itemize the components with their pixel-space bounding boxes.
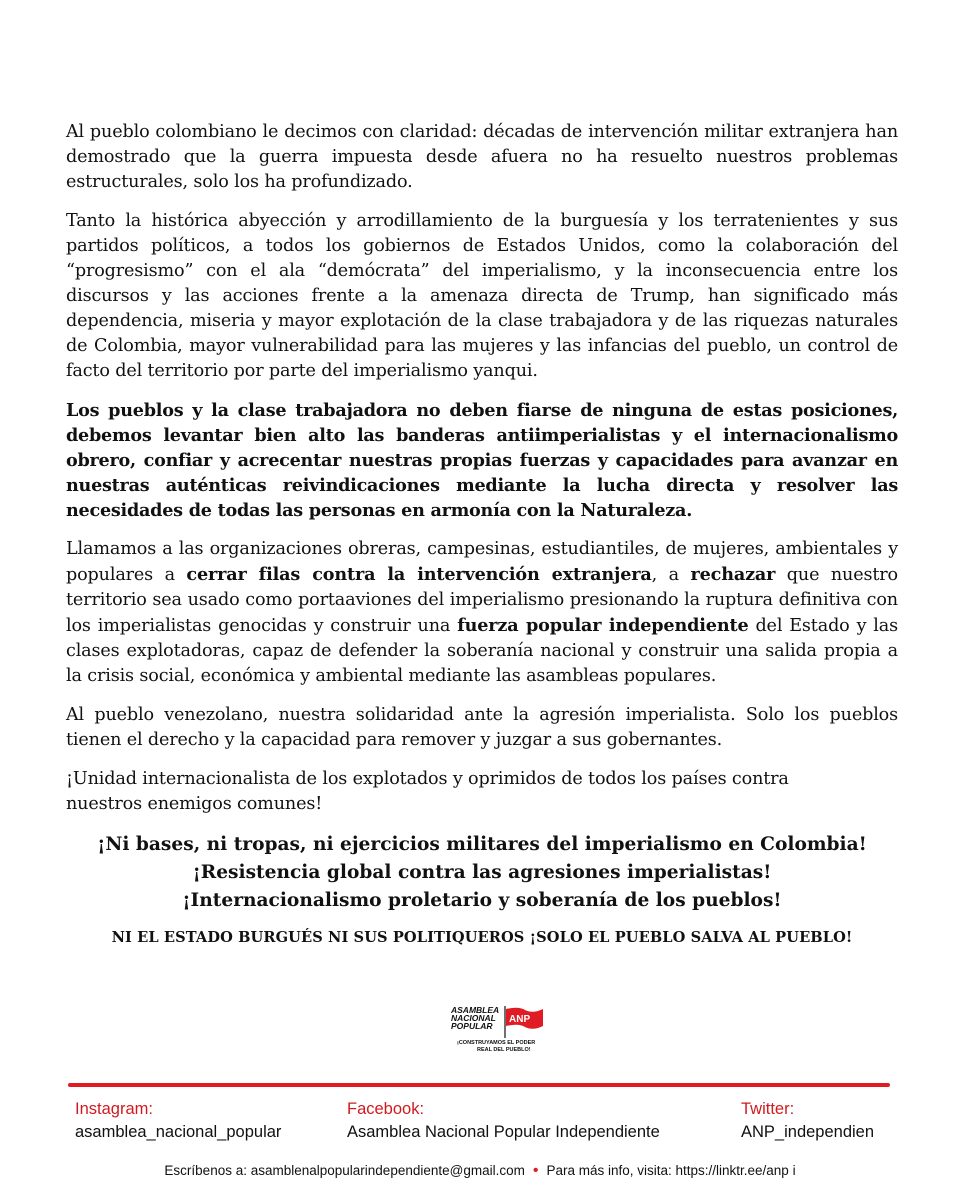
- contact-email[interactable]: Escríbenos a: asamblenalpopularindependiente@gmail.com: [164, 1163, 525, 1178]
- p6-line-2: nuestros enemigos comunes!: [66, 794, 323, 814]
- p4-text-4: del Estado y las clases explotadoras, capaz de defender la soberanía nacional y construir una salida propia a la crisis social, económica y ambiental mediante las asambleas populares.: [66, 616, 898, 686]
- anp-logo-graphic: [449, 1004, 545, 1078]
- facebook-block: [347, 1098, 660, 1144]
- p4-bold-3: fuerza popular independiente: [457, 615, 749, 636]
- twitter-handle[interactable]: ANP_independien: [741, 1123, 875, 1141]
- p4-text-2: , a: [651, 565, 691, 585]
- p6-line-1: ¡Unidad internacionalista de los explotados y oprimidos de todos los países contra: [66, 769, 789, 789]
- contact-footer: [0, 1162, 960, 1180]
- logo-name-line-2: NACIONAL: [451, 1013, 496, 1023]
- slogan-2: ¡Resistencia global contra las agresiones imperialistas!: [192, 862, 772, 883]
- p4-bold-1: cerrar filas contra la intervención extranjera: [186, 564, 652, 585]
- twitter-label: Twitter:: [741, 1100, 795, 1118]
- instagram-label: Instagram:: [75, 1100, 153, 1118]
- instagram-block: [75, 1098, 281, 1144]
- document-body: [66, 120, 898, 946]
- paragraph-2: Tanto la histórica abyección y arrodillamiento de la burguesía y los terratenientes y sus partidos políticos, a todos los gobiernos de Estados Unidos, como la colaboración del “progresismo” con el ala “demócrata” del imperialismo, y la inconsecuencia entre los discursos y las acciones frente a la amenaza directa de Trump, han significado más dependencia, miseria y mayor explotación de la clase trabajadora y de las riquezas naturales de Colombia, mayor vulnerabilidad para las mujeres y las infancias del pueblo, un control de facto del territorio por parte del imperialismo yanqui.: [66, 211, 898, 381]
- facebook-page[interactable]: Asamblea Nacional Popular Independiente: [347, 1123, 660, 1141]
- info-link[interactable]: Para más info, visita: https://linktr.ee/anp i: [546, 1163, 796, 1178]
- logo-name-line-1: ASAMBLEA: [451, 1005, 500, 1015]
- paragraph-5: Al pueblo venezolano, nuestra solidaridad ante la agresión imperialista. Solo los pueblos tienen el derecho y la capacidad para remover y juzgar a sus gobernantes.: [66, 705, 898, 750]
- paragraph-1: Al pueblo colombiano le decimos con claridad: décadas de intervención militar extranjera han demostrado que la guerra impuesta desde afuera no ha resuelto nuestros problemas estructurales, solo los ha profundizado.: [66, 122, 898, 192]
- flag-text: ANP: [509, 1014, 531, 1025]
- facebook-label: Facebook:: [347, 1100, 425, 1118]
- closing-statement: NI EL ESTADO BURGUÉS NI SUS POLITIQUEROS ¡SOLO EL PUEBLO SALVA AL PUEBLO!: [111, 929, 853, 946]
- paragraph-6: [66, 767, 898, 817]
- logo-tagline-1: ¡CONSTRUYAMOS EL PODER: [457, 1040, 536, 1046]
- logo-name-line-3: POPULAR: [451, 1021, 493, 1031]
- p4-text-1: Llamamos a las organizaciones obreras, campesinas, estudiantiles, de mujeres, ambientales y populares a: [66, 539, 898, 585]
- instagram-handle[interactable]: asamblea_nacional_popular: [75, 1123, 282, 1141]
- anp-logo: [449, 1004, 545, 1078]
- paragraph-3-bold: Los pueblos y la clase trabajadora no deben fiarse de ninguna de estas posiciones, debemos levantar bien alto las banderas antiimperialistas y el internacionalismo obrero, confiar y acrecentar nuestras propias fuerzas y capacidades para avanzar en nuestras auténticas reivindicaciones mediante la lucha directa y resolver las necesidades de todas las personas en armonía con la Naturaleza.: [66, 400, 898, 521]
- twitter-block: [741, 1098, 874, 1144]
- p4-bold-2: rechazar: [690, 564, 776, 585]
- slogans: [66, 831, 898, 915]
- separator-dot: •: [532, 1162, 539, 1179]
- footer-divider: [68, 1083, 890, 1087]
- paragraph-4: [66, 537, 898, 689]
- logo-tagline-2: REAL DEL PUEBLO!: [477, 1047, 531, 1053]
- p4-text-3: que nuestro territorio sea usado como portaaviones del imperialismo presionando la ruptura definitiva con los imperialistas genocidas y construir una: [66, 565, 898, 636]
- slogan-1: ¡Ni bases, ni tropas, ni ejercicios militares del imperialismo en Colombia!: [97, 834, 867, 855]
- slogan-3: ¡Internacionalismo proletario y soberanía de los pueblos!: [182, 890, 782, 911]
